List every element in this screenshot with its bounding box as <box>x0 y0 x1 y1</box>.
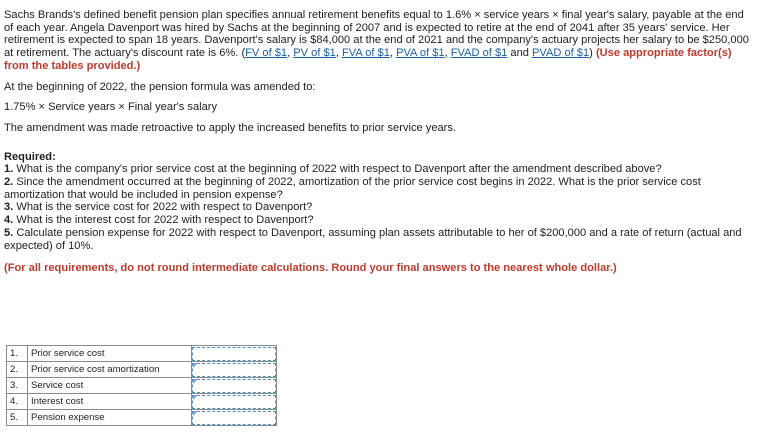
separator: , <box>444 47 451 60</box>
intro-line: 2041 after 35 years' service. Her retirement is expected to span 18 years. Davenport's salary is $84,000 at the end of 2021 and the <box>4 21 730 47</box>
row-number: 2. <box>7 362 28 378</box>
answer-table <box>6 345 277 426</box>
separator: and <box>507 47 532 60</box>
input-marker-icon <box>193 363 198 368</box>
input-marker-icon <box>193 379 198 384</box>
rounding-instruction: (For all requirements, do not round intermediate calculations. Round your final answers to the nearest whole dollar.) <box>4 262 617 275</box>
interest-cost-input[interactable] <box>192 395 276 409</box>
row-number: 4. <box>7 394 28 410</box>
row-number: 3. <box>7 378 28 394</box>
prior-service-cost-input[interactable] <box>192 347 276 361</box>
intro-line: payable at the end of each year. Angela Davenport was hired by Sachs at the beginning of 2007 and is expected to retire at the end of <box>4 9 744 34</box>
service-cost-input[interactable] <box>192 379 276 393</box>
intro-line: Sachs Brands's defined benefit pension plan specifies annual retirement benefits equal to 1.6% × service years × final year's salary, <box>4 9 650 21</box>
row-number: 1. <box>7 346 28 362</box>
answer-cell[interactable] <box>192 394 277 410</box>
table-row <box>7 410 277 426</box>
separator: , <box>287 47 294 60</box>
pension-expense-input[interactable] <box>192 411 276 425</box>
question-item <box>4 163 754 176</box>
answer-cell[interactable] <box>192 346 277 362</box>
input-marker-icon <box>193 395 198 400</box>
question-item <box>4 201 754 214</box>
table-row <box>7 394 277 410</box>
factor-instruction: (Use appropriate factor(s) from the tables provided.) <box>4 47 732 72</box>
required-heading: Required: <box>4 150 56 163</box>
question-item <box>4 227 754 252</box>
amendment-intro: At the beginning of 2022, the pension formula was amended to: <box>4 80 316 93</box>
link-fva[interactable]: FVA of $1 <box>342 47 390 60</box>
answer-cell[interactable] <box>192 362 277 378</box>
question-number: 4. <box>4 214 14 227</box>
row-label: Prior service cost amortization <box>28 362 192 378</box>
answer-cell[interactable] <box>192 378 277 394</box>
input-marker-icon <box>193 411 198 416</box>
separator: , <box>335 47 342 60</box>
table-row <box>7 378 277 394</box>
separator: , <box>389 47 397 60</box>
answer-cell[interactable] <box>192 410 277 426</box>
amortization-input[interactable] <box>192 363 276 377</box>
retroactive-note: The amendment was made retroactive to apply the increased benefits to prior service years. <box>4 121 456 134</box>
question-item <box>4 176 754 201</box>
link-fv[interactable]: FV of $1 <box>245 47 288 60</box>
question-number: 3. <box>4 201 14 214</box>
question-text: What is the company's prior service cost at the beginning of 2022 with respect to Davenport after the amendment described above? <box>13 163 662 176</box>
question-text: What is the service cost for 2022 with respect to Davenport? <box>13 201 313 214</box>
question-text: What is the interest cost for 2022 with respect to Davenport? <box>13 214 314 227</box>
table-row <box>7 362 277 378</box>
table-row <box>7 346 277 362</box>
intro-line: company's actuary projects her salary to be $250,000 at retirement. The actuary's discount rate is 6%. ( <box>4 34 749 60</box>
row-label: Interest cost <box>28 394 192 410</box>
question-number: 2. <box>4 176 14 189</box>
question-text: Calculate pension expense for 2022 with respect to Davenport, assuming plan assets attributable to her of $200,000 and a rate of return (actual and expected) of 10%. <box>4 226 742 252</box>
row-number: 5. <box>7 410 28 426</box>
question-number: 5. <box>4 226 14 239</box>
question-text: Since the amendment occurred at the beginning of 2022, amortization of the prior service cost begins in 2022. What is the prior service cost amortization that would be included in pension expense? <box>4 176 701 201</box>
link-pva[interactable]: PVA of $1 <box>396 47 445 60</box>
link-pv[interactable]: PV of $1 <box>293 47 336 60</box>
row-label: Pension expense <box>28 410 192 426</box>
problem-area <box>4 9 754 275</box>
amended-formula: 1.75% × Service years × Final year's salary <box>4 101 217 114</box>
link-pvad[interactable]: PVAD of $1 <box>532 47 590 60</box>
question-item <box>4 214 754 227</box>
link-fvad[interactable]: FVAD of $1 <box>450 47 508 60</box>
separator: ) <box>589 47 593 60</box>
question-number: 1. <box>4 163 14 176</box>
intro-paragraph <box>4 9 754 73</box>
row-label: Prior service cost <box>28 346 192 362</box>
row-label: Service cost <box>28 378 192 394</box>
